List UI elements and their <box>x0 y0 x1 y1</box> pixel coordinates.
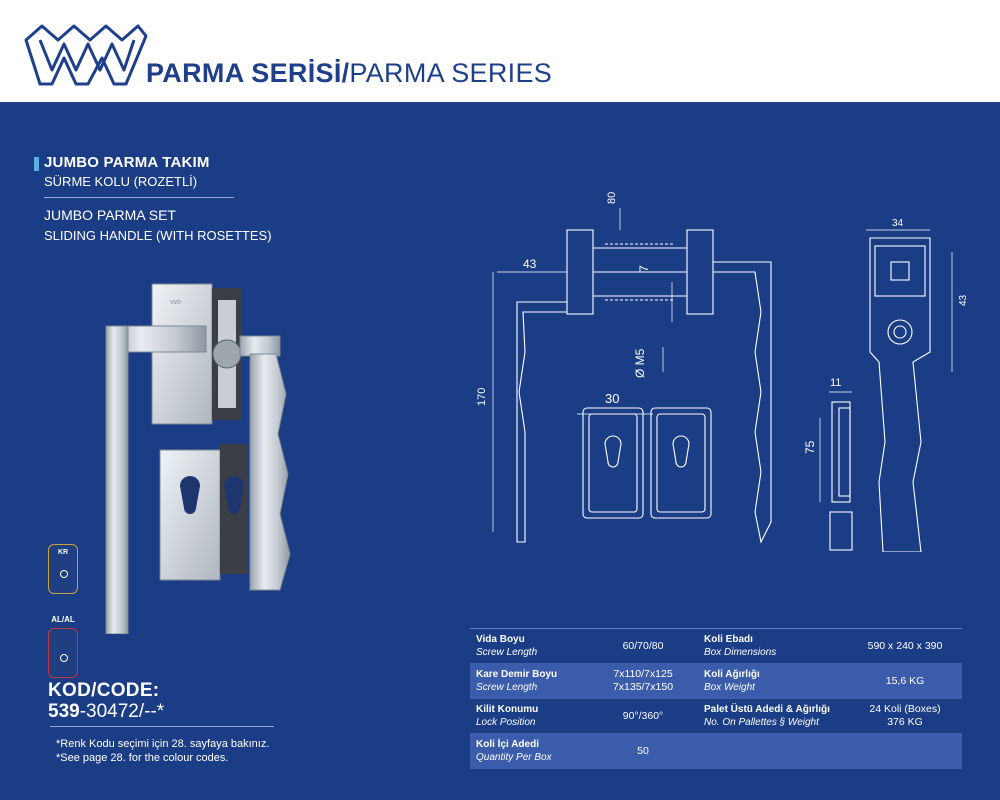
spec-label <box>698 734 848 769</box>
spec-label-tr: Kilit Konumu <box>476 704 539 715</box>
finish-label: AL/AL <box>51 615 75 624</box>
colour-note-tr: *Renk Kodu seçimi için 28. sayfaya bakınız. <box>56 738 270 750</box>
dim-75: 75 <box>803 440 817 454</box>
side-profile <box>832 402 850 502</box>
rose-outline-right <box>687 230 713 314</box>
dim-7: 7 <box>637 265 651 272</box>
spec-value-line: 590 x 240 x 390 <box>867 639 943 652</box>
spec-value <box>848 629 962 664</box>
spec-label <box>698 699 848 734</box>
side-view <box>870 238 930 552</box>
dim-11: 11 <box>830 377 842 389</box>
spec-label-tr: Koli İçi Adedi <box>476 739 539 750</box>
spec-value-line: 7x135/7x150 <box>612 681 674 693</box>
spec-label <box>470 734 588 769</box>
spec-label-en: No. On Pallettes § Weight <box>704 717 819 728</box>
svg-text:vvo: vvo <box>170 299 181 306</box>
spec-label-tr: Palet Üstü Adedi & Ağırlığı <box>704 704 830 715</box>
spec-label-tr: Kare Demir Boyu <box>476 669 558 680</box>
spec-row <box>470 699 962 734</box>
product-title-tr: JUMBO PARMA TAKIM <box>44 154 210 171</box>
spec-table <box>470 628 962 769</box>
spec-value-line: 7x110/7x125 <box>613 668 673 680</box>
dim-30: 30 <box>605 391 620 406</box>
product-title-block <box>34 154 294 243</box>
finish-dot <box>60 654 68 662</box>
series-title-tr: PARMA SERİSİ/ <box>146 58 350 88</box>
spec-label-en: Quantity Per Box <box>476 752 552 763</box>
spec-value <box>588 629 698 664</box>
page-header <box>0 0 1000 104</box>
spec-label <box>470 664 588 699</box>
spec-label-en: Lock Position <box>476 717 536 728</box>
spec-value <box>848 664 962 699</box>
dim-m5: Ø M5 <box>633 348 647 378</box>
dim-34: 34 <box>892 218 904 229</box>
product-panel <box>0 104 1000 800</box>
spec-label-en: Screw Length <box>476 682 538 693</box>
code-divider <box>50 726 274 727</box>
product-subtitle-en: SLIDING HANDLE (WITH ROSETTES) <box>44 228 272 243</box>
escutcheon-right <box>651 408 711 518</box>
side-handle-bottom <box>830 512 852 550</box>
handle-left <box>517 302 567 542</box>
dim-80: 80 <box>606 191 618 204</box>
product-photo <box>100 274 300 634</box>
spec-value-line: 24 Koli (Boxes) <box>869 703 941 715</box>
series-title-en: PARMA SERIES <box>349 58 553 88</box>
spec-label <box>698 629 848 664</box>
spec-value-line: 376 KG <box>887 716 923 728</box>
spec-label-en: Box Dimensions <box>704 647 777 658</box>
escutcheon-left <box>583 408 643 518</box>
finish-badge-kr <box>48 544 78 594</box>
spec-row <box>470 664 962 699</box>
spec-value <box>848 734 962 769</box>
handle-right <box>713 262 771 542</box>
rose-outline-left <box>567 230 593 314</box>
code-suffix: -30472/--* <box>79 701 165 722</box>
spec-value <box>848 699 962 734</box>
spec-value <box>588 699 698 734</box>
title-divider <box>44 197 234 198</box>
finish-label: KR <box>57 549 69 556</box>
spec-value-line: 50 <box>637 744 649 757</box>
product-title-en: JUMBO PARMA SET <box>44 207 176 223</box>
series-title <box>146 58 552 89</box>
finish-badge-al <box>48 615 78 678</box>
spec-value-line: 90°/360° <box>622 709 664 722</box>
spec-label <box>470 699 588 734</box>
brand-logo <box>22 22 150 98</box>
dim-43-left: 43 <box>523 257 537 271</box>
code-prefix: 539 <box>48 701 80 722</box>
spec-label <box>698 664 848 699</box>
code-label: KOD/CODE: <box>48 680 160 701</box>
spec-table-body <box>470 629 962 769</box>
spec-label-en: Screw Length <box>476 647 538 658</box>
spec-label-tr: Koli Ağırlığı <box>704 669 760 680</box>
code-value <box>48 702 164 721</box>
dim-43-right: 43 <box>958 294 969 306</box>
spec-value <box>588 664 698 699</box>
finish-dot <box>60 570 68 578</box>
spec-row <box>470 734 962 769</box>
spec-value <box>588 734 698 769</box>
product-code <box>48 680 164 721</box>
spec-label-tr: Vida Boyu <box>476 634 525 645</box>
spec-label-tr: Koli Ebadı <box>704 634 753 645</box>
colour-note-en: *See page 28. for the colour codes. <box>56 752 229 764</box>
technical-drawing <box>465 182 985 552</box>
spec-label-en: Box Weight <box>704 682 755 693</box>
spec-row <box>470 629 962 664</box>
title-marker <box>34 157 39 171</box>
spec-value-line: 15,6 KG <box>885 674 925 687</box>
side-square <box>875 246 925 296</box>
spec-label <box>470 629 588 664</box>
spec-value-line: 60/70/80 <box>622 639 664 652</box>
dim-170: 170 <box>476 387 488 406</box>
product-subtitle-tr: SÜRME KOLU (ROZETLİ) <box>44 174 198 189</box>
